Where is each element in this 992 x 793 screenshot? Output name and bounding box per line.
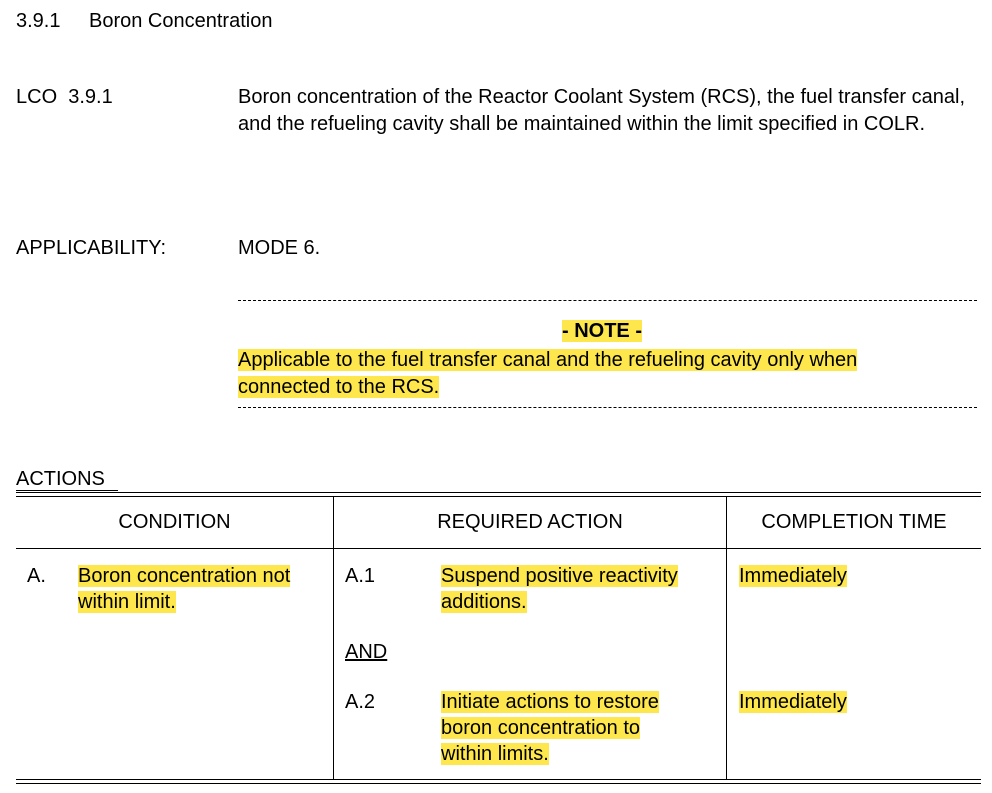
section-number: 3.9.1	[16, 10, 61, 32]
table-top-rule-2	[16, 496, 981, 497]
action-a2-text	[441, 689, 659, 767]
action-a1-id: A.1	[345, 565, 376, 587]
action-a1-time	[739, 563, 847, 589]
logical-connector-and: AND	[345, 641, 388, 663]
header-required-action: REQUIRED ACTION	[437, 511, 623, 533]
action-a1-line-1: Suspend positive reactivity	[441, 565, 678, 587]
table-bottom-rule	[16, 779, 981, 780]
section-title: Boron Concentration	[89, 10, 273, 32]
condition-line-1: Boron concentration not	[78, 565, 291, 587]
actions-underline	[16, 490, 118, 491]
header-condition: CONDITION	[118, 511, 231, 533]
column-divider-2	[726, 496, 727, 779]
note-top-divider	[238, 300, 977, 301]
lco-label: LCO 3.9.1	[16, 86, 113, 108]
table-bottom-rule-2	[16, 783, 981, 784]
action-a1-time-text: Immediately	[739, 565, 847, 587]
table-header-rule	[16, 548, 981, 549]
action-a2-time	[739, 689, 847, 715]
condition-letter: A.	[27, 565, 46, 587]
actions-label: ACTIONS	[16, 468, 105, 490]
action-a2-line-1: Initiate actions to restore	[441, 691, 659, 713]
lco-text: Boron concentration of the Reactor Coolant System (RCS), the fuel transfer canal, and the refueling cavity shall be maintained within the limit specified in COLR.	[238, 86, 966, 135]
note-line-1: Applicable to the fuel transfer canal and the refueling cavity only when	[238, 349, 858, 371]
column-divider-1	[333, 496, 334, 779]
action-a2-time-text: Immediately	[739, 691, 847, 713]
action-a1-text	[441, 563, 678, 615]
note-title-text: - NOTE -	[562, 320, 642, 342]
table-top-rule	[16, 492, 981, 493]
condition-line-2: within limit.	[78, 591, 176, 613]
note-title	[562, 318, 642, 344]
action-a2-line-2: boron concentration to	[441, 717, 641, 739]
condition-text	[78, 563, 290, 615]
applicability-label: APPLICABILITY:	[16, 237, 167, 259]
note-bottom-divider	[238, 407, 977, 408]
note-line-2: connected to the RCS.	[238, 376, 440, 398]
action-a2-id: A.2	[345, 691, 376, 713]
action-a2-line-3: within limits.	[441, 743, 549, 765]
action-a1-line-2: additions.	[441, 591, 527, 613]
note-text	[238, 347, 978, 401]
header-completion-time: COMPLETION TIME	[761, 511, 947, 533]
applicability-value: MODE 6.	[238, 237, 321, 259]
